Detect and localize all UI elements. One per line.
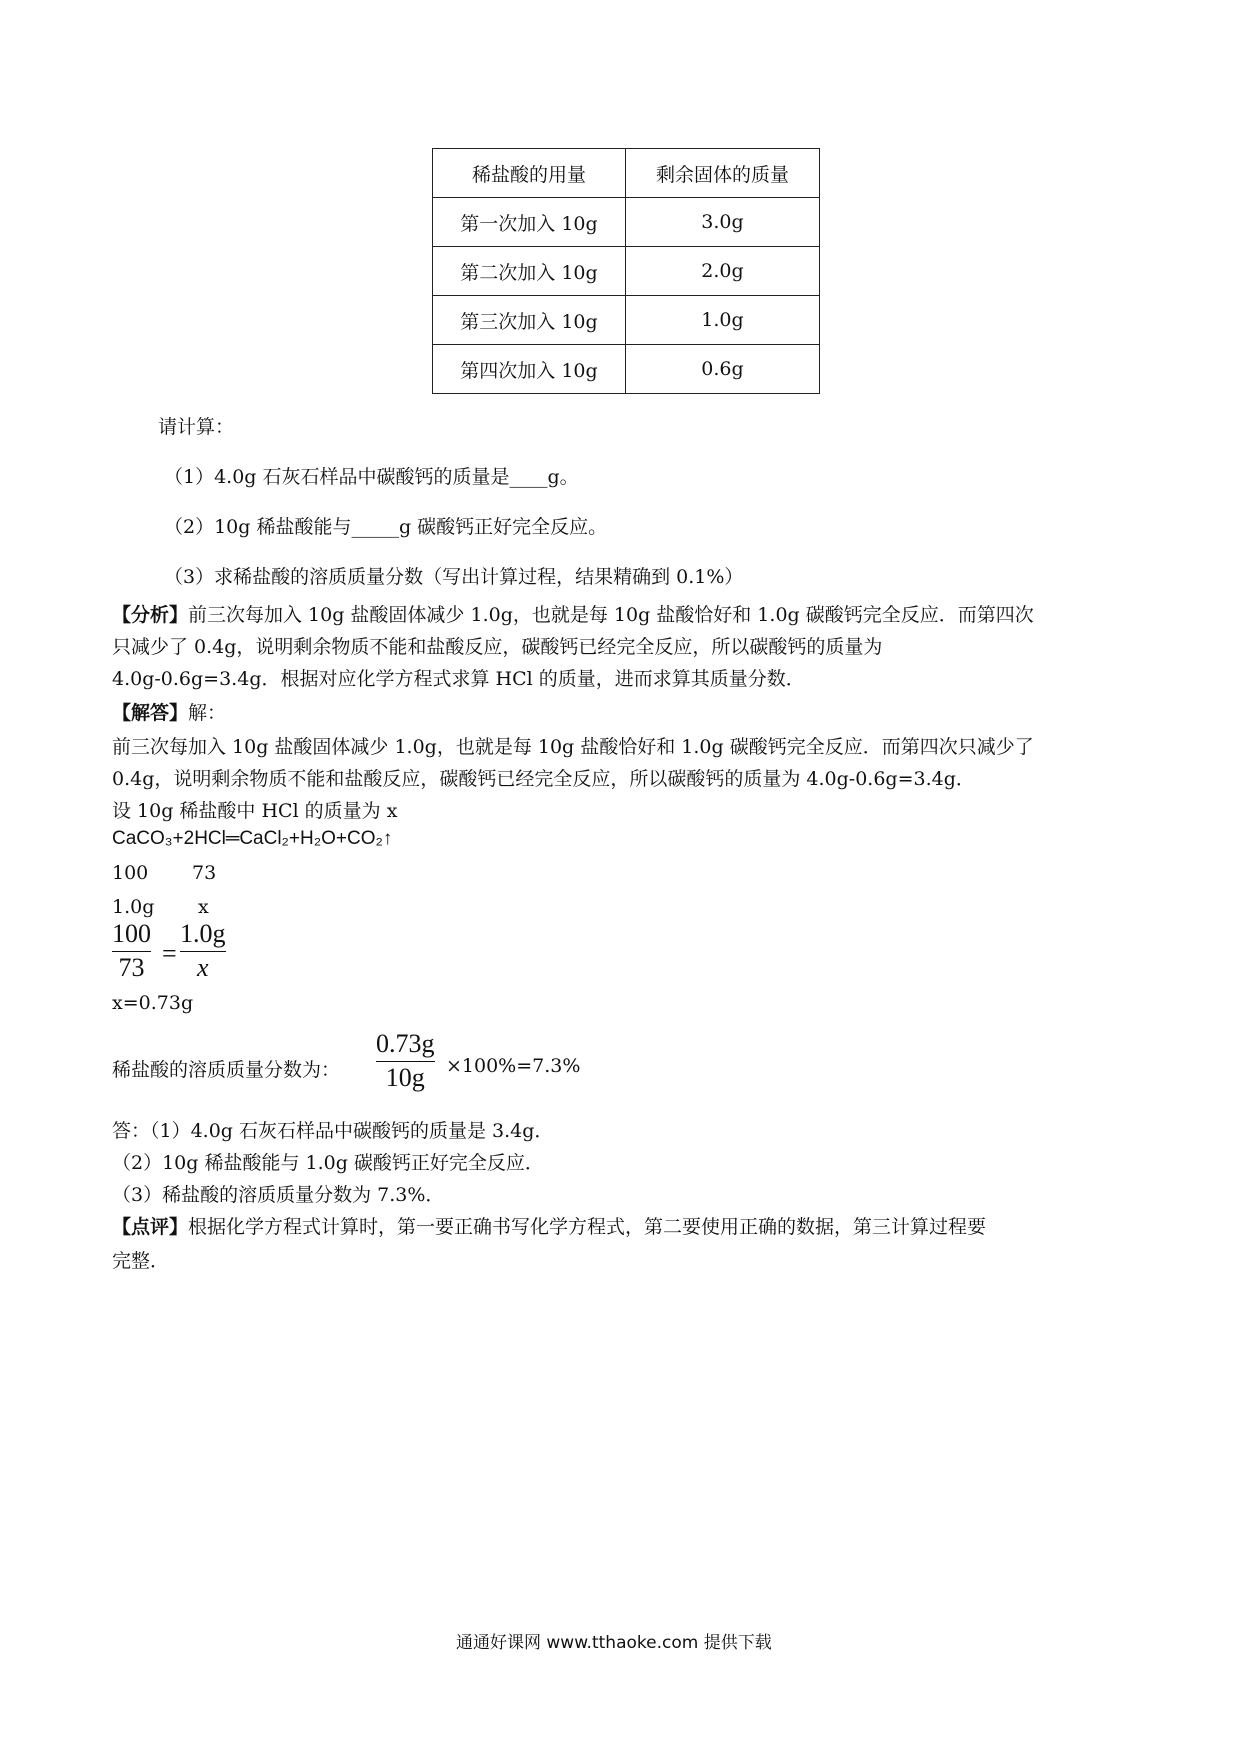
fraction-bar	[180, 951, 226, 952]
answer-2: （2）10g 稀盐酸能与 1.0g 碳酸钙正好完全反应．	[112, 1152, 544, 1174]
table-cell: 第一次加入 10g	[433, 198, 626, 247]
table-row	[433, 247, 820, 296]
fraction-left-denominator: 73	[118, 952, 145, 982]
analysis-line-2: 只减少了 0.4g，说明剩余物质不能和盐酸反应，碳酸钙已经完全反应，所以碳酸钙的质量为	[112, 636, 883, 658]
percent-denominator	[376, 1064, 435, 1093]
percent-tail: ×100%=7.3%	[446, 1055, 581, 1077]
ratio-hcl: 73	[192, 862, 217, 884]
solution-line-2: 0.4g，说明剩余物质不能和盐酸反应，碳酸钙已经完全反应，所以碳酸钙的质量为 4.0g-0.6g=3.4g．	[112, 768, 975, 790]
fraction-bar	[112, 951, 151, 952]
solution-tag-suffix: 解：	[188, 702, 227, 724]
experiment-data-table	[432, 148, 820, 394]
answer-1: 答：（1）4.0g 石灰石样品中碳酸钙的质量是 3.4g．	[112, 1120, 554, 1142]
percent-numerator-text: 0.73g	[376, 1029, 435, 1058]
chemical-equation: CaCO₃+2HCl═CaCl₂+H₂O+CO₂↑	[112, 828, 393, 849]
question-1: （1）4.0g 石灰石样品中碳酸钙的质量是____g。	[164, 466, 579, 488]
fraction-bar	[376, 1061, 435, 1062]
table-row	[433, 345, 820, 394]
solution-heading	[112, 698, 226, 725]
table-row	[433, 296, 820, 345]
analysis-text: 前三次每加入 10g 盐酸固体减少 1.0g，也就是每 10g 盐酸恰好和 1.0g 碳酸钙完全反应．而第四次	[188, 604, 1034, 626]
table-cell: 第二次加入 10g	[433, 247, 626, 296]
column-header-remaining-mass: 剩余固体的质量	[626, 149, 820, 198]
percent-denominator-text: 10g	[385, 1062, 425, 1092]
percent-fraction	[376, 1030, 435, 1092]
question-3: （3）求稀盐酸的溶质质量分数（写出计算过程，结果精确到 0.1%）	[164, 566, 744, 588]
review-line-2: 完整．	[112, 1250, 170, 1272]
analysis-line-1	[112, 600, 1034, 627]
review-tag: 【点评】	[112, 1216, 189, 1238]
table-cell: 0.6g	[626, 345, 820, 394]
question-2: （2）10g 稀盐酸能与_____g 碳酸钙正好完全反应。	[164, 516, 608, 538]
fraction-equals: =	[162, 939, 177, 968]
column-header-acid-amount: 稀盐酸的用量	[433, 149, 626, 198]
percent-label: 稀盐酸的溶质质量分数为：	[112, 1059, 341, 1081]
ratio-caco3: 100	[112, 862, 149, 884]
solution-line-1: 前三次每加入 10g 盐酸固体减少 1.0g，也就是每 10g 盐酸恰好和 1.0g 碳酸钙完全反应．而第四次只减少了	[112, 736, 1034, 758]
question-prompt: 请计算：	[158, 416, 235, 438]
table-cell: 1.0g	[626, 296, 820, 345]
answer-3: （3）稀盐酸的溶质质量分数为 7.3%．	[112, 1184, 445, 1206]
fraction-right-denominator: x	[196, 952, 209, 982]
footer-credit: 通通好课网 www.tthaoke.com 提供下载	[456, 1633, 772, 1653]
mass-hcl: x	[198, 896, 209, 918]
table-cell: 第三次加入 10g	[433, 296, 626, 345]
table-cell: 2.0g	[626, 247, 820, 296]
analysis-tag: 【分析】	[112, 604, 189, 626]
table-cell: 3.0g	[626, 198, 820, 247]
mass-caco3: 1.0g	[112, 896, 155, 918]
fraction-left	[112, 920, 151, 982]
table-header-row	[433, 149, 820, 198]
solution-line-3: 设 10g 稀盐酸中 HCl 的质量为 x	[112, 800, 398, 822]
table-cell: 第四次加入 10g	[433, 345, 626, 394]
review-line-1	[112, 1212, 986, 1239]
fraction-right	[180, 920, 226, 982]
fraction-left-numerator: 100	[112, 919, 151, 948]
table-row	[433, 198, 820, 247]
result-x: x=0.73g	[112, 992, 194, 1014]
solution-tag: 【解答】	[112, 702, 189, 724]
percent-numerator	[376, 1030, 435, 1059]
analysis-line-3: 4.0g-0.6g=3.4g．根据对应化学方程式求算 HCl 的质量，进而求算其质量分数．	[112, 668, 805, 690]
review-text: 根据化学方程式计算时，第一要正确书写化学方程式，第二要使用正确的数据，第三计算过程要	[188, 1216, 987, 1238]
fraction-right-numerator: 1.0g	[180, 919, 226, 948]
